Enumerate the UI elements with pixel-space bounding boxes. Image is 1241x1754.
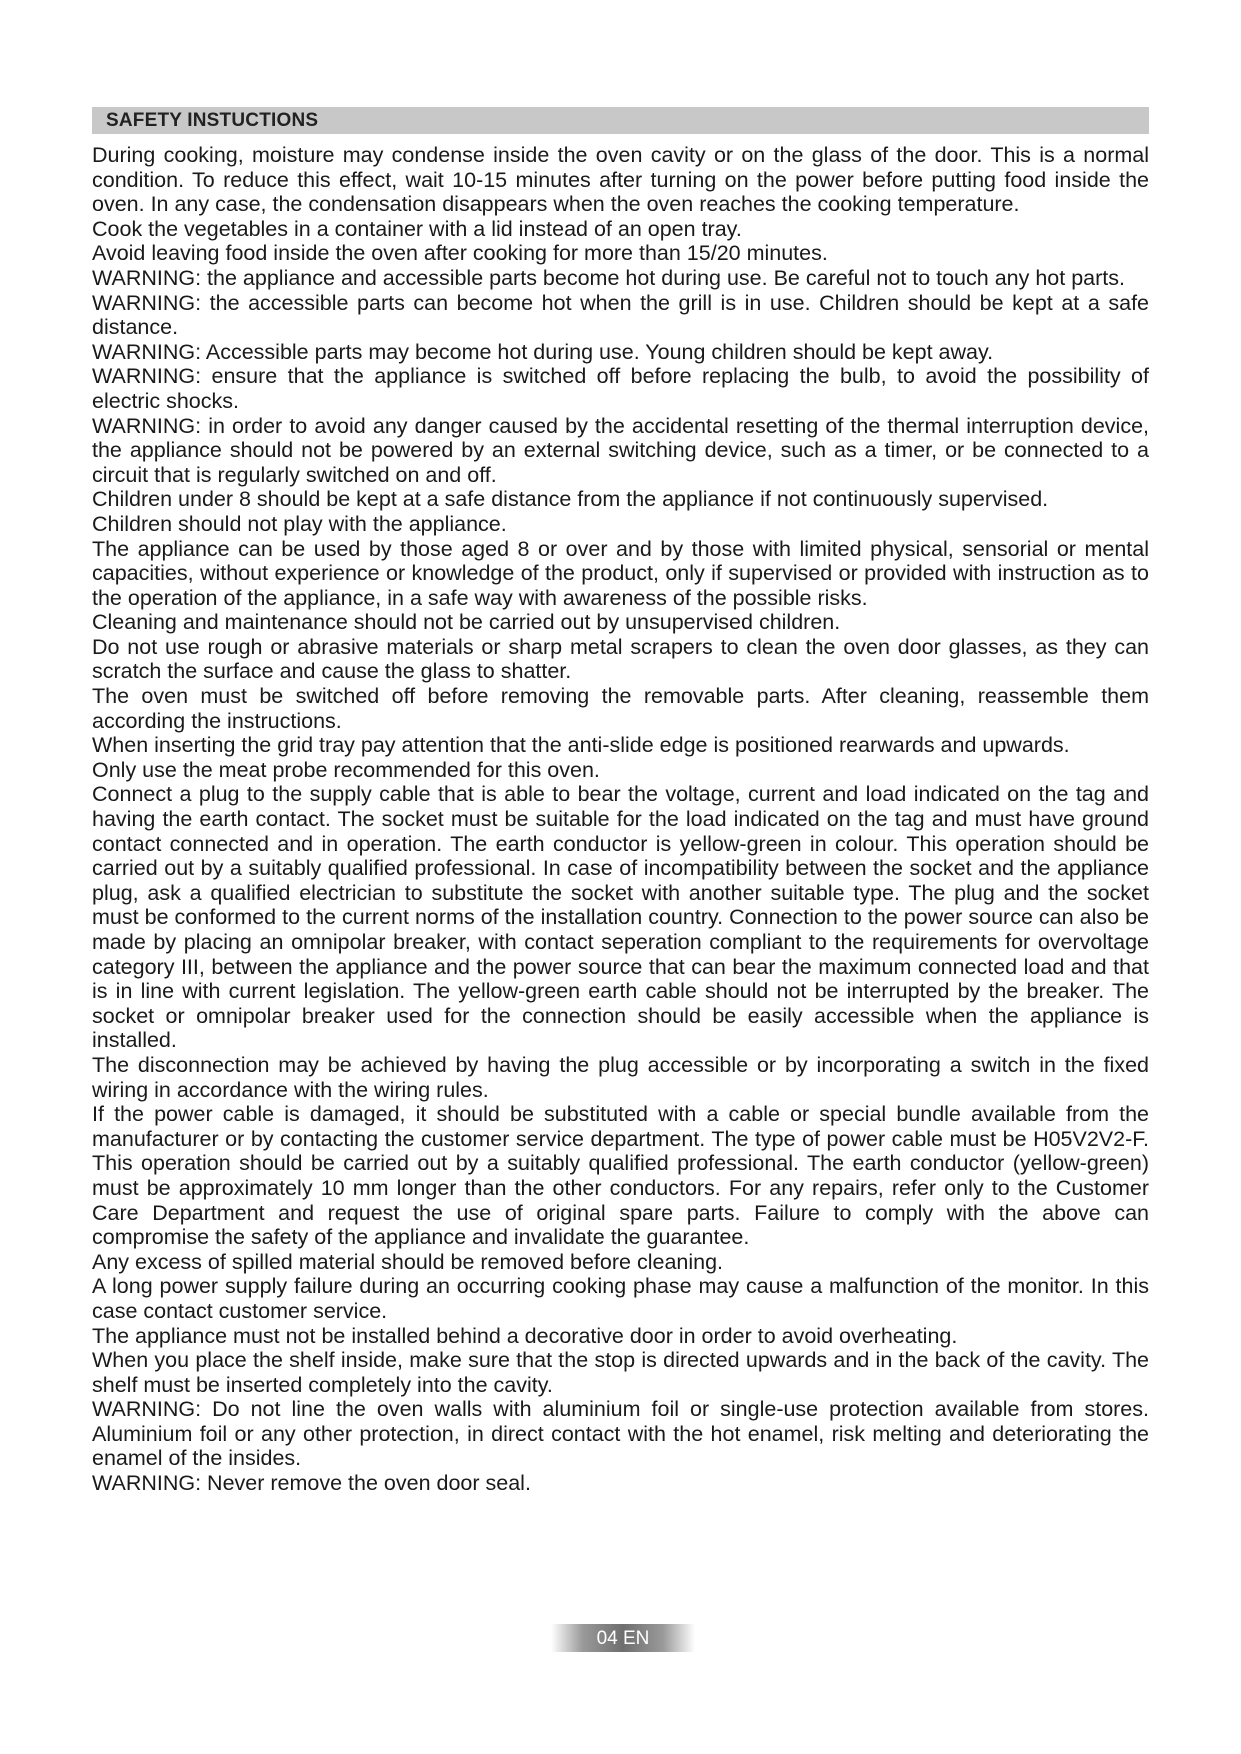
paragraph-power-cable: If the power cable is damaged, it should be substituted with a cable or special bundle available from the manufacturer or by contacting the customer service department. The type of power cable must be H05V2V2-F. This operation should be carried out by a suitably qualified professional. The earth conductor (yellow-green) must be approximately 10 mm longer than the other conductors. For any repairs, refer only to the Customer Care Department and request the use of original spare parts. Failure to comply with the above can compromise the safety of the appliance and invalidate the guarantee. [92, 1102, 1149, 1250]
paragraph-children-play: Children should not play with the appliance. [92, 511, 507, 536]
paragraph-shelf: When you place the shelf inside, make sure that the stop is directed upwards and in the back of the cavity. The shelf must be inserted completely into the cavity. [92, 1348, 1149, 1397]
paragraph-removable-parts: The oven must be switched off before removing the removable parts. After cleaning, reassemble them according the instructions. [92, 684, 1149, 733]
paragraph-warning-hot-parts: WARNING: the appliance and accessible parts become hot during use. Be careful not to touch any hot parts. [92, 265, 1125, 290]
paragraph-children-distance: Children under 8 should be kept at a safe distance from the appliance if not continuously supervised. [92, 487, 1049, 512]
paragraph-limited-capacities: The appliance can be used by those aged 8 or over and by those with limited physical, sensorial or mental capacities, without experience or knowledge of the product, only if supervised or provided with instruction as to the operation of the appliance, in a safe way with awareness of the possible risks. [92, 536, 1149, 610]
paragraph-abrasive-materials: Do not use rough or abrasive materials or sharp metal scrapers to clean the oven door glasses, as they can scratch the surface and cause the glass to shatter. [92, 634, 1149, 684]
paragraph-power-failure: A long power supply failure during an occurring cooking phase may cause a malfunction of the monitor. In this case contact customer service. [92, 1274, 1149, 1323]
paragraph-warning-thermal-device: WARNING: in order to avoid any danger caused by the accidental resetting of the thermal interruption device, the appliance should not be powered by an external switching device, such as a timer, or be connected to a circuit that is regularly switched on and off. [92, 413, 1149, 487]
paragraph-meat-probe: Only use the meat probe recommended for this oven. [92, 757, 600, 782]
paragraph-grid-tray: When inserting the grid tray pay attention that the anti-slide edge is positioned rearwards and upwards. [92, 733, 1070, 758]
section-header-bar [92, 107, 1149, 134]
paragraph-spilled-material: Any excess of spilled material should be removed before cleaning. [92, 1249, 724, 1274]
paragraph-warning-door-seal: WARNING: Never remove the oven door seal. [92, 1471, 531, 1496]
paragraph-warning-aluminium: WARNING: Do not line the oven walls with aluminium foil or single-use protection available from stores. Aluminium foil or any other protection, in direct contact with the hot enamel, risk melting and deteriorating the enamel of the insides. [92, 1397, 1149, 1471]
paragraph-condensation: During cooking, moisture may condense inside the oven cavity or on the glass of the door. This is a normal condition. To reduce this effect, wait 10-15 minutes after turning on the power before putting food inside the oven. In any case, the condensation disappears when the oven reaches the cooking temperature. [92, 143, 1149, 217]
page-number: 04 EN [596, 1628, 650, 1649]
paragraph-vegetables: Cook the vegetables in a container with a lid instead of an open tray. [92, 216, 742, 241]
paragraph-disconnection: The disconnection may be achieved by having the plug accessible or by incorporating a switch in the fixed wiring in accordance with the wiring rules. [92, 1052, 1149, 1102]
paragraph-warning-grill: WARNING: the accessible parts can become hot when the grill is in use. Children should be kept at a safe distance. [92, 290, 1149, 340]
paragraph-cleaning-children: Cleaning and maintenance should not be carried out by unsupervised children. [92, 610, 841, 635]
section-title: SAFETY INSTUCTIONS [106, 110, 319, 131]
safety-instructions-body [92, 143, 1149, 1496]
paragraph-warning-young-children: WARNING: Accessible parts may become hot during use. Young children should be kept away. [92, 339, 994, 364]
paragraph-plug-connection: Connect a plug to the supply cable that is able to bear the voltage, current and load indicated on the tag and having the earth contact. The socket must be suitable for the load indicated on the tag and must have ground contact connected and in operation. The earth conductor is yellow-green in colour. This operation should be carried out by a suitably qualified professional. In case of incompatibility between the socket and the appliance plug, ask a qualified electrician to substitute the socket with another suitable type. The plug and the socket must be conformed to the current norms of the installation country. Connection to the power source can also be made by placing an omnipolar breaker, with contact seperation compliant to the requirements for overvoltage category III, between the appliance and the power source that can bear the maximum connected load and that is in line with current legislation. The yellow-green earth cable should not be interrupted by the breaker. The socket or omnipolar breaker used for the connection should be easily accessible when the appliance is installed. [92, 782, 1149, 1053]
page-number-badge [551, 1624, 695, 1652]
paragraph-decorative-door: The appliance must not be installed behind a decorative door in order to avoid overheating. [92, 1323, 958, 1348]
paragraph-leaving-food: Avoid leaving food inside the oven after cooking for more than 15/20 minutes. [92, 241, 828, 266]
paragraph-warning-bulb: WARNING: ensure that the appliance is switched off before replacing the bulb, to avoid the possibility of electric shocks. [92, 364, 1149, 413]
